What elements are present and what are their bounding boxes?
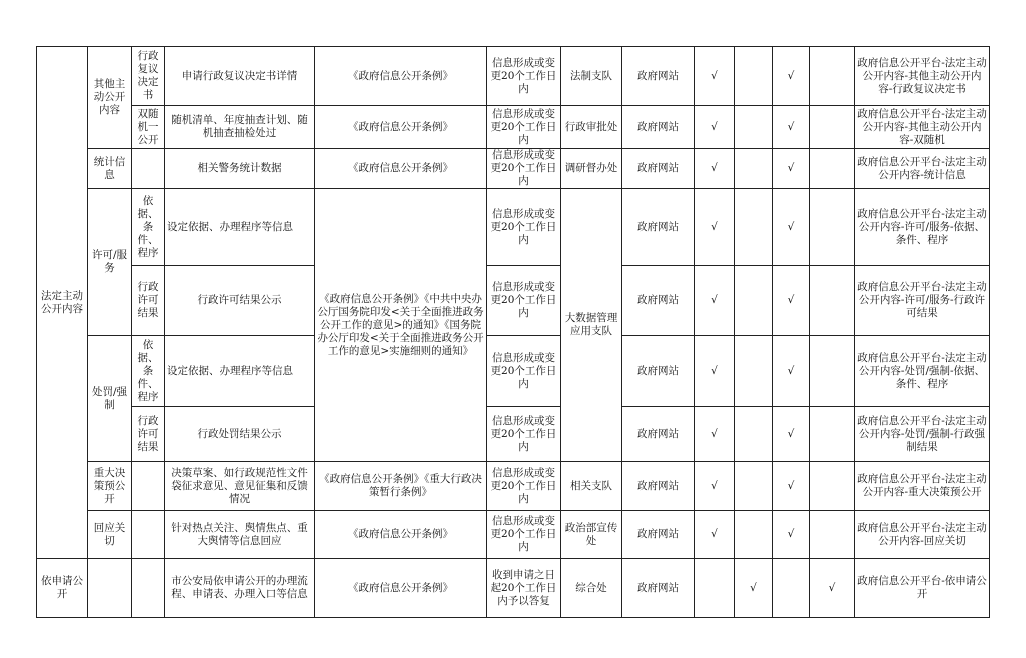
empty-cell	[735, 462, 773, 511]
content-cell: 设定依据、办理程序等信息	[165, 336, 315, 407]
empty-cell	[735, 336, 773, 407]
empty-cell	[810, 106, 855, 149]
check-mark: √	[773, 106, 810, 149]
content-cell: 设定依据、办理程序等信息	[165, 189, 315, 266]
check-mark: √	[773, 266, 810, 336]
subcategory-cell: 许可/服务	[88, 189, 132, 336]
platform-cell: 政府信息公开平台-法定主动公开内容-处罚/强制-行政强制结果	[855, 407, 990, 462]
channel-cell: 政府网站	[622, 462, 695, 511]
item-cell: 行政复议决定书	[132, 47, 165, 106]
table-row	[37, 511, 990, 559]
empty-cell	[810, 407, 855, 462]
content-cell: 随机清单、年度抽查计划、随机抽查抽检处过	[165, 106, 315, 149]
check-mark: √	[695, 462, 735, 511]
content-cell: 行政处罚结果公示	[165, 407, 315, 462]
timeline-cell: 收到申请之日起20个工作日内予以答复	[487, 559, 561, 618]
empty-cell	[810, 47, 855, 106]
platform-cell: 政府信息公开平台-法定主动公开内容-重大决策预公开	[855, 462, 990, 511]
basis-cell: 《政府信息公开条例》《中共中央办公厅国务院印发<关于全面推进政务公开工作的意见>的通知》《国务院办公厅印发<关于全面推进政务公开工作的意见>实施细则的通知》	[315, 189, 487, 462]
check-mark: √	[695, 511, 735, 559]
check-mark: √	[773, 336, 810, 407]
check-mark: √	[695, 266, 735, 336]
platform-cell: 政府信息公开平台-法定主动公开内容-许可/服务-行政许可结果	[855, 266, 990, 336]
check-mark: √	[773, 189, 810, 266]
subcategory-cell	[88, 559, 132, 618]
check-mark: √	[773, 407, 810, 462]
timeline-cell: 信息形成或变更20个工作日内	[487, 336, 561, 407]
subcategory-cell: 统计信息	[88, 149, 132, 189]
platform-cell: 政府信息公开平台-法定主动公开内容-许可/服务-依据、条件、程序	[855, 189, 990, 266]
subcategory-cell: 处罚/强制	[88, 336, 132, 462]
empty-cell	[810, 511, 855, 559]
timeline-cell: 信息形成或变更20个工作日内	[487, 266, 561, 336]
table-row	[37, 336, 990, 407]
item-cell	[132, 559, 165, 618]
dept-cell: 相关支队	[561, 462, 622, 511]
dept-cell: 调研督办处	[561, 149, 622, 189]
empty-cell	[810, 462, 855, 511]
item-cell	[132, 149, 165, 189]
platform-cell: 政府信息公开平台-法定主动公开内容-其他主动公开内容-双随机	[855, 106, 990, 149]
check-mark: √	[773, 47, 810, 106]
timeline-cell: 信息形成或变更20个工作日内	[487, 407, 561, 462]
check-mark: √	[735, 559, 773, 618]
table-row	[37, 407, 990, 462]
empty-cell	[810, 266, 855, 336]
empty-cell	[735, 149, 773, 189]
timeline-cell: 信息形成或变更20个工作日内	[487, 149, 561, 189]
basis-cell: 《政府信息公开条例》	[315, 106, 487, 149]
empty-cell	[695, 559, 735, 618]
dept-cell: 综合处	[561, 559, 622, 618]
platform-cell: 政府信息公开平台-法定主动公开内容-处罚/强制-依据、条件、程序	[855, 336, 990, 407]
item-cell	[132, 462, 165, 511]
basis-cell: 《政府信息公开条例》	[315, 149, 487, 189]
content-cell: 相关警务统计数据	[165, 149, 315, 189]
item-cell: 行政许可结果	[132, 407, 165, 462]
item-cell: 行政许可结果	[132, 266, 165, 336]
platform-cell: 政府信息公开平台-法定主动公开内容-其他主动公开内容-行政复议决定书	[855, 47, 990, 106]
content-cell: 决策草案、如行政规范性文件袋征求意见、意见征集和反馈情况	[165, 462, 315, 511]
table-row	[37, 106, 990, 149]
check-mark: √	[695, 149, 735, 189]
timeline-cell: 信息形成或变更20个工作日内	[487, 106, 561, 149]
dept-cell: 大数据管理应用支队	[561, 189, 622, 462]
timeline-cell: 信息形成或变更20个工作日内	[487, 189, 561, 266]
dept-cell: 法制支队	[561, 47, 622, 106]
empty-cell	[810, 189, 855, 266]
empty-cell	[735, 47, 773, 106]
empty-cell	[735, 407, 773, 462]
basis-cell: 《政府信息公开条例》	[315, 47, 487, 106]
subcategory-cell: 其他主动公开内容	[88, 47, 132, 149]
content-cell: 针对热点关注、舆情焦点、重大舆情等信息回应	[165, 511, 315, 559]
channel-cell: 政府网站	[622, 559, 695, 618]
channel-cell: 政府网站	[622, 47, 695, 106]
check-mark: √	[810, 559, 855, 618]
check-mark: √	[773, 462, 810, 511]
basis-cell: 《政府信息公开条例》	[315, 511, 487, 559]
check-mark: √	[773, 149, 810, 189]
check-mark: √	[695, 407, 735, 462]
table-row	[37, 462, 990, 511]
channel-cell: 政府网站	[622, 336, 695, 407]
platform-cell: 政府信息公开平台-依申请公开	[855, 559, 990, 618]
dept-cell: 政治部宣传处	[561, 511, 622, 559]
timeline-cell: 信息形成或变更20个工作日内	[487, 47, 561, 106]
check-mark: √	[695, 189, 735, 266]
check-mark: √	[695, 47, 735, 106]
category-cell: 依申请公开	[37, 559, 88, 618]
table-row	[37, 47, 990, 106]
check-mark: √	[695, 336, 735, 407]
empty-cell	[810, 149, 855, 189]
subcategory-cell: 重大决策预公开	[88, 462, 132, 511]
timeline-cell: 信息形成或变更20个工作日内	[487, 511, 561, 559]
category-cell: 法定主动公开内容	[37, 47, 88, 559]
content-cell: 申请行政复议决定书详情	[165, 47, 315, 106]
subcategory-cell: 回应关切	[88, 511, 132, 559]
content-cell: 市公安局依申请公开的办理流程、申请表、办理入口等信息	[165, 559, 315, 618]
empty-cell	[735, 189, 773, 266]
table-row	[37, 266, 990, 336]
empty-cell	[773, 559, 810, 618]
channel-cell: 政府网站	[622, 266, 695, 336]
platform-cell: 政府信息公开平台-法定主动公开内容-统计信息	[855, 149, 990, 189]
channel-cell: 政府网站	[622, 106, 695, 149]
item-cell: 依据、条件、程序	[132, 189, 165, 266]
channel-cell: 政府网站	[622, 407, 695, 462]
item-cell	[132, 511, 165, 559]
empty-cell	[810, 336, 855, 407]
item-cell: 依据、条件、程序	[132, 336, 165, 407]
content-cell: 行政许可结果公示	[165, 266, 315, 336]
timeline-cell: 信息形成或变更20个工作日内	[487, 462, 561, 511]
platform-cell: 政府信息公开平台-法定主动公开内容-回应关切	[855, 511, 990, 559]
dept-cell: 行政审批处	[561, 106, 622, 149]
item-cell: 双随机一公开	[132, 106, 165, 149]
table-row	[37, 189, 990, 266]
table-row	[37, 149, 990, 189]
table-row	[37, 559, 990, 618]
channel-cell: 政府网站	[622, 149, 695, 189]
channel-cell: 政府网站	[622, 189, 695, 266]
check-mark: √	[773, 511, 810, 559]
check-mark: √	[695, 106, 735, 149]
empty-cell	[735, 511, 773, 559]
empty-cell	[735, 266, 773, 336]
basis-cell: 《政府信息公开条例》	[315, 559, 487, 618]
channel-cell: 政府网站	[622, 511, 695, 559]
disclosure-table	[36, 46, 990, 618]
basis-cell: 《政府信息公开条例》《重大行政决策暂行条例》	[315, 462, 487, 511]
empty-cell	[735, 106, 773, 149]
